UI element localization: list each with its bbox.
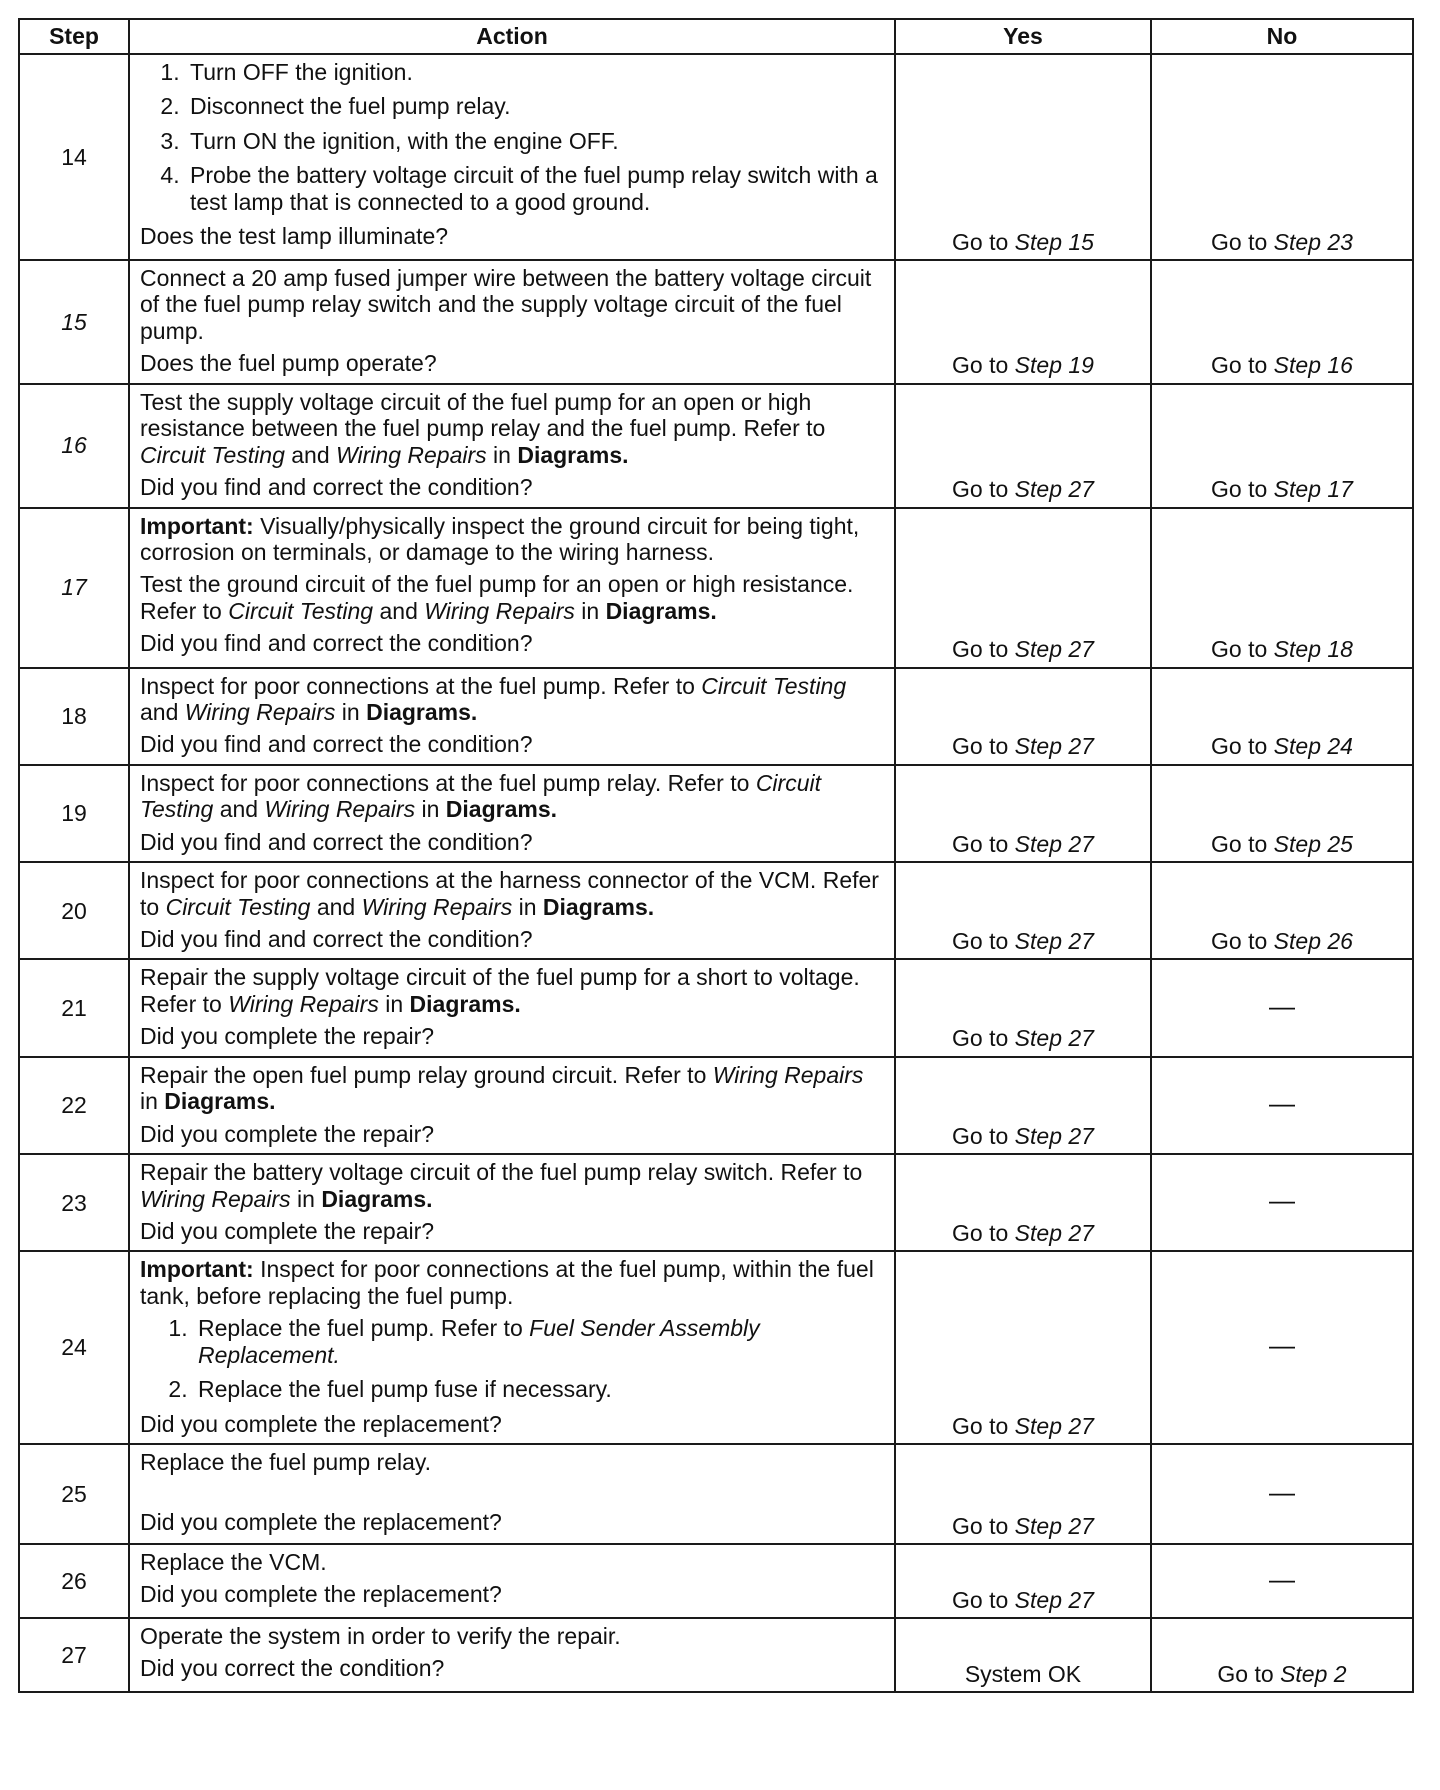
goto-prefix: Go to xyxy=(952,476,1015,503)
no-result-dash: — xyxy=(1151,1057,1413,1154)
table-header-row xyxy=(19,19,1413,54)
goto-step-link: Step 15 xyxy=(1014,228,1094,255)
yes-result xyxy=(895,765,1151,862)
goto-prefix: Go to xyxy=(952,733,1015,760)
procedure-list xyxy=(140,59,884,215)
goto-prefix: Go to xyxy=(952,928,1015,954)
preposition: in xyxy=(290,1185,322,1212)
reference-diagrams: Diagrams. xyxy=(605,597,717,624)
step-action xyxy=(129,1057,895,1154)
conjunction: and xyxy=(140,698,185,725)
no-result xyxy=(1151,1618,1413,1692)
goto-prefix: Go to xyxy=(1211,352,1274,379)
reference-wiring-repairs: Wiring Repairs xyxy=(336,441,487,468)
reference-wiring-repairs: Wiring Repairs xyxy=(712,1061,864,1088)
step-action xyxy=(129,1154,895,1251)
reference-wiring-repairs: Wiring Repairs xyxy=(361,893,513,920)
goto-step-link: Step 18 xyxy=(1273,636,1353,663)
reference-wiring-repairs: Wiring Repairs xyxy=(228,990,379,1017)
goto-step-link: Step 27 xyxy=(1014,1219,1094,1246)
yes-result-system-ok: System OK xyxy=(895,1618,1151,1692)
step-question: Did you complete the replacement? xyxy=(140,1410,502,1437)
goto-step-link: Step 19 xyxy=(1014,352,1094,379)
goto-prefix: Go to xyxy=(1211,636,1274,663)
goto-step-link: Step 26 xyxy=(1273,928,1353,954)
no-result xyxy=(1151,765,1413,862)
reference-diagrams: Diagrams. xyxy=(366,698,478,725)
list-item: 2. Disconnect the fuel pump relay. xyxy=(186,93,884,119)
goto-step-link: Step 24 xyxy=(1273,733,1353,760)
step-question: Did you complete the repair? xyxy=(140,1120,435,1147)
instruction-text: Inspect for poor connections at the harness connector of the VCM. Refer to xyxy=(140,867,879,920)
step-question: Did you complete the replacement? xyxy=(140,1509,502,1536)
instruction-text: Inspect for poor connections at the fuel pump. Refer to xyxy=(140,672,702,699)
step-action xyxy=(129,260,895,384)
goto-step-link: Step 2 xyxy=(1280,1660,1347,1687)
goto-step-link: Step 27 xyxy=(1014,1512,1094,1539)
preposition: in xyxy=(335,698,367,725)
conjunction: and xyxy=(284,441,337,468)
goto-prefix: Go to xyxy=(952,636,1015,663)
goto-prefix: Go to xyxy=(1211,830,1274,857)
conjunction: and xyxy=(310,893,362,920)
header-step: Step xyxy=(19,19,129,54)
step-question: Did you complete the replacement? xyxy=(140,1581,502,1608)
diagnostic-steps-table xyxy=(18,18,1414,1693)
step-instruction xyxy=(140,1062,884,1115)
reference-fuel-sender-replacement: Fuel Sender Assembly Replacement. xyxy=(198,1315,760,1368)
yes-result xyxy=(895,54,1151,260)
step-instruction: Replace the VCM. xyxy=(140,1549,327,1575)
list-item: 4. Probe the battery voltage circuit of the fuel pump relay switch with a test lamp that is connected to a good ground. xyxy=(186,162,884,215)
important-note xyxy=(140,513,884,566)
no-result xyxy=(1151,54,1413,260)
step-question: Did you find and correct the condition? xyxy=(140,926,533,952)
goto-prefix: Go to xyxy=(1211,476,1274,503)
preposition: in xyxy=(512,893,543,920)
no-result-dash: — xyxy=(1151,1251,1413,1444)
reference-wiring-repairs: Wiring Repairs xyxy=(264,796,416,823)
step-question: Did you complete the repair? xyxy=(140,1023,435,1050)
goto-step-link: Step 27 xyxy=(1014,1586,1094,1613)
no-result-dash: — xyxy=(1151,1544,1413,1618)
goto-prefix: Go to xyxy=(952,1586,1015,1613)
yes-result xyxy=(895,508,1151,668)
preposition: in xyxy=(486,441,518,468)
step-number: 18 xyxy=(19,668,129,765)
step-action xyxy=(129,1544,895,1618)
goto-step-link: Step 27 xyxy=(1014,476,1094,503)
reference-diagrams: Diagrams. xyxy=(542,893,655,920)
step-number: 16 xyxy=(19,384,129,508)
table-row xyxy=(19,1154,1413,1251)
conjunction: and xyxy=(213,796,265,823)
goto-step-link: Step 27 xyxy=(1014,1122,1094,1149)
step-action xyxy=(129,1251,895,1444)
no-result-dash: — xyxy=(1151,959,1413,1056)
step-question: Did you find and correct the condition? xyxy=(140,731,533,758)
step-instruction xyxy=(140,867,884,920)
table-row xyxy=(19,384,1413,508)
step-question: Did you find and correct the condition? xyxy=(140,474,533,501)
no-result xyxy=(1151,668,1413,765)
step-number: 17 xyxy=(19,508,129,668)
step-instruction xyxy=(140,673,884,726)
step-number: 14 xyxy=(19,54,129,260)
step-question: Did you complete the repair? xyxy=(140,1217,435,1244)
goto-step-link: Step 17 xyxy=(1273,476,1353,503)
preposition: in xyxy=(378,990,410,1017)
yes-result xyxy=(895,384,1151,508)
important-text: Visually/physically inspect the ground circuit for being tight, corrosion on terminals, or damage to the wiring harness. xyxy=(140,512,860,565)
table-row xyxy=(19,260,1413,384)
list-item: 2. Replace the fuel pump fuse if necessary. xyxy=(194,1376,884,1402)
step-number: 15 xyxy=(19,260,129,384)
goto-prefix: Go to xyxy=(1211,733,1274,760)
instruction-text: Test the ground circuit of the fuel pump for an open or high resistance. Refer to xyxy=(140,571,854,624)
goto-step-link: Step 16 xyxy=(1273,352,1353,379)
reference-diagrams: Diagrams. xyxy=(445,796,557,823)
step-question: Did you correct the condition? xyxy=(140,1655,445,1682)
no-result-dash: — xyxy=(1151,1444,1413,1544)
no-result xyxy=(1151,508,1413,668)
important-text: Inspect for poor connections at the fuel pump, within the fuel tank, before replacing the fuel pump. xyxy=(140,1256,874,1309)
header-no: No xyxy=(1151,19,1413,54)
yes-result xyxy=(895,1544,1151,1618)
preposition: in xyxy=(574,597,606,624)
preposition: in xyxy=(415,796,446,823)
goto-step-link: Step 27 xyxy=(1014,733,1094,760)
list-item: 3. Turn ON the ignition, with the engine OFF. xyxy=(186,128,884,154)
table-row xyxy=(19,765,1413,862)
header-action: Action xyxy=(129,19,895,54)
step-question: Did you find and correct the condition? xyxy=(140,630,533,657)
goto-step-link: Step 27 xyxy=(1014,1025,1094,1052)
no-result xyxy=(1151,862,1413,959)
header-yes: Yes xyxy=(895,19,1151,54)
list-item-text: Replace the fuel pump. Refer to xyxy=(198,1315,530,1342)
goto-prefix: Go to xyxy=(952,830,1015,857)
instruction-text: Inspect for poor connections at the fuel pump relay. Refer to xyxy=(140,769,756,796)
reference-circuit-testing: Circuit Testing xyxy=(165,893,311,920)
step-number: 27 xyxy=(19,1618,129,1692)
instruction-text: Repair the battery voltage circuit of the fuel pump relay switch. Refer to xyxy=(140,1159,863,1186)
step-number: 20 xyxy=(19,862,129,959)
table-row xyxy=(19,1544,1413,1618)
step-instruction xyxy=(140,770,884,823)
instruction-text: Test the supply voltage circuit of the fuel pump for an open or high resistance between the fuel pump relay and the fuel pump. Refer to xyxy=(140,388,826,442)
table-row xyxy=(19,959,1413,1056)
table-row xyxy=(19,668,1413,765)
reference-wiring-repairs: Wiring Repairs xyxy=(140,1185,291,1212)
goto-step-link: Step 25 xyxy=(1273,830,1353,857)
step-action xyxy=(129,1618,895,1692)
table-row xyxy=(19,1444,1413,1544)
reference-wiring-repairs: Wiring Repairs xyxy=(184,698,336,725)
reference-diagrams: Diagrams. xyxy=(517,441,629,468)
goto-prefix: Go to xyxy=(1211,928,1274,954)
important-label: Important: xyxy=(140,512,254,539)
table-row xyxy=(19,1618,1413,1692)
step-instruction: Connect a 20 amp fused jumper wire between the battery voltage circuit of the fuel pump relay switch and the supply voltage circuit of the fuel pump. xyxy=(140,265,872,344)
step-number: 23 xyxy=(19,1154,129,1251)
goto-step-link: Step 27 xyxy=(1014,830,1094,857)
goto-prefix: Go to xyxy=(952,352,1015,379)
important-note xyxy=(140,1256,884,1309)
step-number: 26 xyxy=(19,1544,129,1618)
yes-result xyxy=(895,959,1151,1056)
goto-prefix: Go to xyxy=(952,1219,1015,1246)
step-number: 24 xyxy=(19,1251,129,1444)
reference-diagrams: Diagrams. xyxy=(321,1185,433,1212)
instruction-text: Repair the open fuel pump relay ground circuit. Refer to xyxy=(140,1061,713,1088)
important-label: Important: xyxy=(140,1256,254,1283)
step-action xyxy=(129,668,895,765)
list-item xyxy=(194,1315,884,1368)
no-result xyxy=(1151,260,1413,384)
table-row xyxy=(19,1057,1413,1154)
step-number: 21 xyxy=(19,959,129,1056)
step-instruction xyxy=(140,964,884,1017)
reference-circuit-testing: Circuit Testing xyxy=(701,672,847,699)
preposition: in xyxy=(140,1088,165,1115)
yes-result xyxy=(895,668,1151,765)
step-action xyxy=(129,54,895,260)
step-number: 25 xyxy=(19,1444,129,1544)
table-row xyxy=(19,1251,1413,1444)
step-instruction xyxy=(140,1159,884,1212)
conjunction: and xyxy=(373,597,425,624)
step-action xyxy=(129,384,895,508)
step-instruction xyxy=(140,571,884,624)
reference-diagrams: Diagrams. xyxy=(164,1088,276,1115)
no-result xyxy=(1151,384,1413,508)
goto-step-link: Step 27 xyxy=(1014,1412,1094,1439)
step-instruction: Operate the system in order to verify the repair. xyxy=(140,1623,621,1649)
reference-circuit-testing: Circuit Testing xyxy=(228,597,374,624)
goto-step-link: Step 27 xyxy=(1014,928,1094,954)
table-row xyxy=(19,54,1413,260)
yes-result xyxy=(895,862,1151,959)
goto-prefix: Go to xyxy=(952,1122,1015,1149)
yes-result xyxy=(895,1251,1151,1444)
goto-prefix: Go to xyxy=(952,228,1015,255)
reference-wiring-repairs: Wiring Repairs xyxy=(424,597,575,624)
table-row xyxy=(19,508,1413,668)
no-result-dash: — xyxy=(1151,1154,1413,1251)
procedure-list xyxy=(140,1315,884,1402)
step-instruction xyxy=(140,389,884,468)
step-action xyxy=(129,765,895,862)
yes-result xyxy=(895,1444,1151,1544)
table-row xyxy=(19,862,1413,959)
step-question: Does the fuel pump operate? xyxy=(140,350,437,377)
step-action xyxy=(129,508,895,668)
reference-circuit-testing: Circuit Testing xyxy=(140,441,285,468)
goto-step-link: Step 23 xyxy=(1273,228,1353,255)
list-item: 1. Turn OFF the ignition. xyxy=(186,59,884,85)
step-instruction: Replace the fuel pump relay. xyxy=(140,1449,432,1475)
goto-prefix: Go to xyxy=(1211,228,1274,255)
step-action xyxy=(129,1444,895,1544)
reference-diagrams: Diagrams. xyxy=(409,990,521,1017)
step-action xyxy=(129,862,895,959)
yes-result xyxy=(895,260,1151,384)
step-number: 19 xyxy=(19,765,129,862)
goto-step-link: Step 27 xyxy=(1014,636,1094,663)
step-number: 22 xyxy=(19,1057,129,1154)
goto-prefix: Go to xyxy=(952,1412,1015,1439)
yes-result xyxy=(895,1057,1151,1154)
reference-circuit-testing: Circuit Testing xyxy=(140,769,821,823)
goto-prefix: Go to xyxy=(952,1512,1015,1539)
goto-prefix: Go to xyxy=(952,1025,1015,1052)
instruction-text: Repair the supply voltage circuit of the fuel pump for a short to voltage. Refer to xyxy=(140,964,860,1017)
goto-prefix: Go to xyxy=(1217,1660,1281,1687)
step-question: Does the test lamp illuminate? xyxy=(140,223,449,250)
yes-result xyxy=(895,1154,1151,1251)
step-action xyxy=(129,959,895,1056)
step-question: Did you find and correct the condition? xyxy=(140,828,533,855)
